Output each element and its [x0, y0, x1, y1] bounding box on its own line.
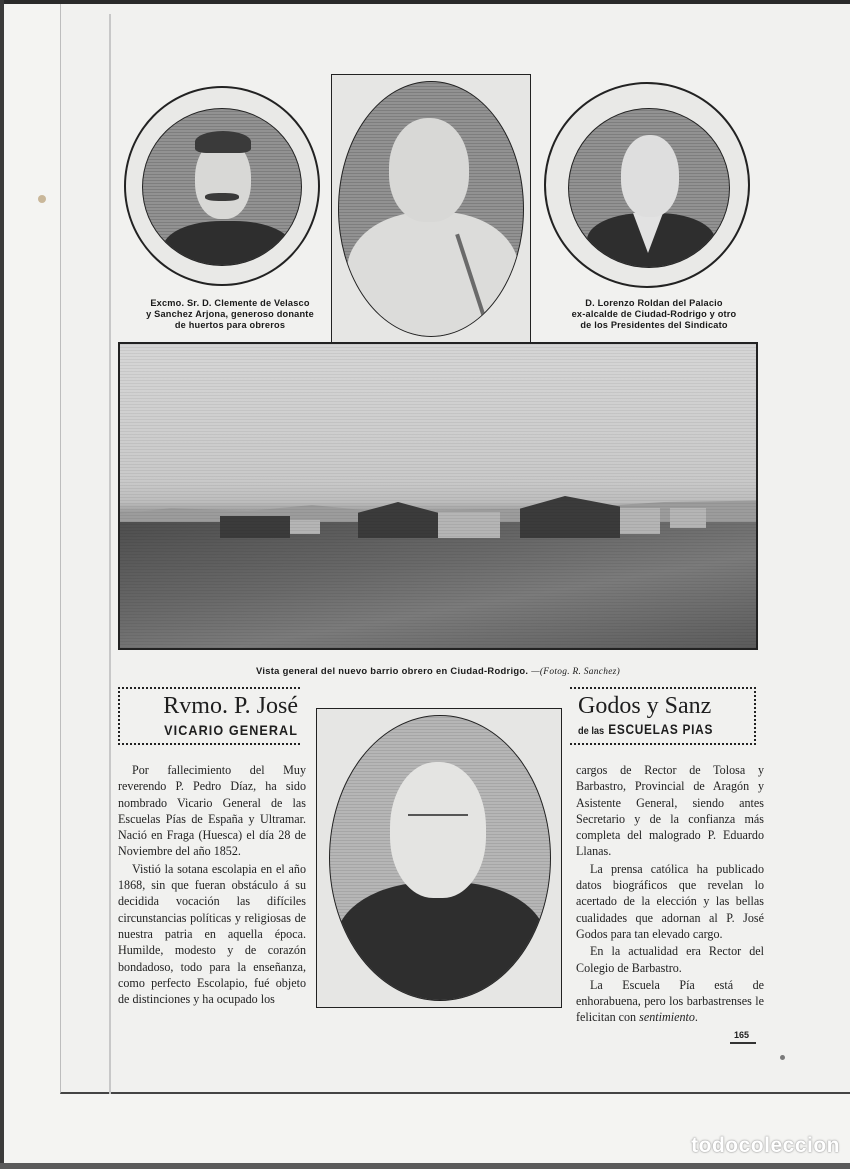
- portrait-photo-godos: [329, 715, 551, 1001]
- paper-stain: [38, 195, 46, 203]
- subheadline-left: VICARIO GENERAL: [164, 722, 298, 738]
- photo-barrio-obrero: [118, 342, 758, 650]
- portrait-photo-velasco: [142, 108, 302, 266]
- scan-bottom-edge: [0, 1163, 850, 1169]
- headline-left: Rvmo. P. José: [163, 693, 298, 719]
- photo-caption-barrio: Vista general del nuevo barrio obrero en Ciudad-Rodrigo. —(Fotog. R. Sanchez): [255, 665, 621, 677]
- portrait-frame-velasco: [124, 86, 320, 286]
- page-number: 165: [734, 1030, 750, 1040]
- portrait-photo-barbera: [338, 81, 524, 337]
- portrait-frame-barbera: [331, 74, 531, 344]
- portrait-frame-godos: [316, 708, 562, 1008]
- watermark-logo: todocoleccion: [691, 1134, 840, 1157]
- page-number-rule: [730, 1042, 756, 1044]
- article-column-left: Por fallecimiento del Muy reverendo P. Pedro Díaz, ha sido nombrado Vicario General de las Escuelas Pías de España y Ultramar. Nació en Fraga (Huesca) el día 28 de Noviembre del año 1852. Vistió la sotana escolapia en el año 1868, sin que fueran obstáculo á su decidida vocación las difíciles circunstancias políticas y religiosas de nuestra patria en aquella época. Humilde, modesto y de corazón bondadoso, todo para la enseñanza, como perfecto Escolapio, fué objeto de distinciones y ha ocupado los: [118, 763, 306, 1007]
- closing-paragraph: La Escuela Pía está de enhorabuena, pero los barbastrenses le felicitan con sentimiento.: [576, 977, 764, 1025]
- subheadline-right: de las ESCUELAS PIAS: [578, 722, 714, 737]
- article-column-right: cargos de Rector de Tolosa y Barbastro, Provincial de Aragón y Asistente General, siendo antes Secretario y de la confianza más completa del malogrado P. Eduardo Llanas. La prensa católica ha publicado datos biográficos que revelan lo acertado de la elección y las bellas cualidades que adornan al P. José Godos para tan elevado cargo. En la actualidad era Rector del Colegio de Barbastro. La Escuela Pía está de enhorabuena, pero los barbastrenses le felicitan con sentimiento.: [576, 763, 764, 1025]
- headline-right: Godos y Sanz: [578, 693, 712, 719]
- binding-fold-line: [109, 14, 111, 1094]
- caption-roldan: D. Lorenzo Roldan del Palacio ex-alcalde de Ciudad-Rodrigo y otro de los Presidentes del Sindicato: [571, 298, 737, 330]
- caption-velasco: Excmo. Sr. D. Clemente de Velasco y Sanchez Arjona, generoso donante de huertos para obreros: [146, 298, 314, 330]
- portrait-photo-roldan: [568, 108, 730, 268]
- paper-speck: [780, 1055, 785, 1060]
- portrait-frame-roldan: [544, 82, 750, 288]
- scan-left-edge: [0, 0, 4, 1169]
